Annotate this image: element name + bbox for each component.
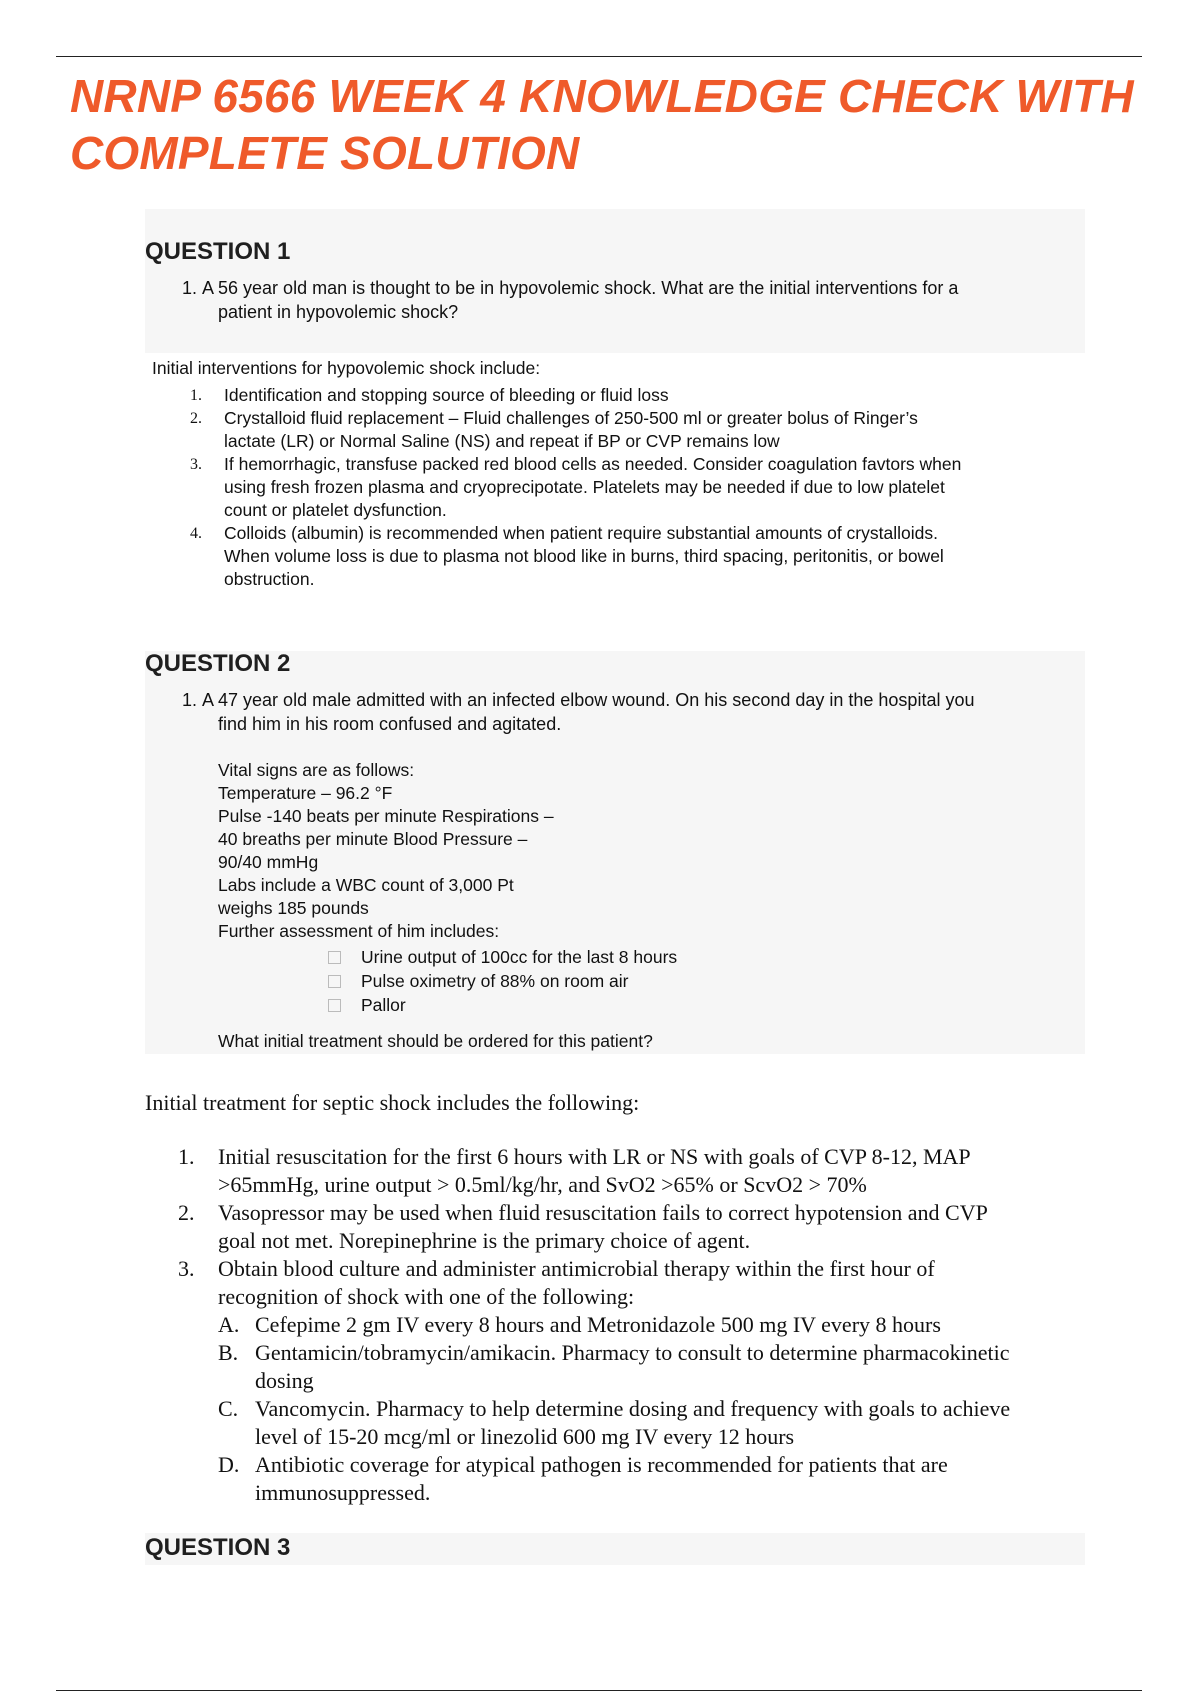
antibiotic-option-line: dosing (255, 1368, 314, 1393)
answer-1-item-number: 4. (190, 525, 202, 542)
answer-1-item-line: using fresh frozen plasma and cryoprecipotate. Platelets may be needed if due to low platelet (224, 477, 945, 497)
vital-sign-line: Pulse -140 beats per minute Respirations – (218, 806, 554, 826)
answer-1-intro: Initial interventions for hypovolemic shock include: (152, 358, 541, 378)
answer-2-item-number: 1. (178, 1144, 195, 1169)
finding-text: Pallor (361, 995, 406, 1015)
antibiotic-option (218, 1311, 1096, 1339)
question-2-prompt: What initial treatment should be ordered for this patient? (218, 1031, 653, 1051)
answer-1-item-line: When volume loss is due to plasma not blood like in burns, third spacing, peritonitis, or bowel (224, 546, 944, 566)
antibiotic-option-letter: B. (218, 1340, 239, 1365)
question-1-text (182, 276, 1062, 324)
answer-2-item (176, 1255, 1096, 1507)
antibiotic-option-line: Gentamicin/tobramycin/amikacin. Pharmacy to consult to determine pharmacokinetic (255, 1340, 1010, 1365)
answer-1-item (176, 453, 1096, 522)
question-1-line-1: A 56 year old man is thought to be in hypovolemic shock. What are the initial interventions for a (202, 278, 959, 298)
checkbox-bullet-icon (328, 951, 341, 964)
document-title (70, 68, 1195, 182)
answer-1-item-line: Identification and stopping source of bleeding or fluid loss (224, 385, 669, 405)
checkbox-bullet-icon (328, 999, 341, 1012)
answer-2-item-line: Initial resuscitation for the first 6 hours with LR or NS with goals of CVP 8-12, MAP (218, 1144, 971, 1169)
finding-item (328, 993, 677, 1017)
antibiotic-option (218, 1451, 1096, 1507)
question-2-number: 1. (182, 690, 198, 710)
assessment-findings (328, 945, 677, 1017)
question-1-line-2: patient in hypovolemic shock? (218, 302, 459, 322)
finding-text: Urine output of 100cc for the last 8 hours (361, 947, 678, 967)
antibiotic-option-letter: A. (218, 1312, 240, 1337)
answer-1-item-line: lactate (LR) or Normal Saline (NS) and repeat if BP or CVP remains low (224, 431, 780, 451)
answer-2-item-line: Obtain blood culture and administer antimicrobial therapy within the first hour of (218, 1256, 935, 1281)
vital-sign-line: weighs 185 pounds (218, 898, 369, 918)
question-3-heading: QUESTION 3 (145, 1534, 291, 1561)
question-2-text (182, 688, 1082, 736)
antibiotic-option-line: level of 15-20 mcg/ml or linezolid 600 mg IV every 12 hours (255, 1424, 795, 1449)
checkbox-bullet-icon (328, 975, 341, 988)
answer-2-item-line: goal not met. Norepinephrine is the primary choice of agent. (218, 1228, 751, 1253)
antibiotic-option-line: Antibiotic coverage for atypical pathogen is recommended for patients that are (255, 1452, 948, 1477)
antibiotic-option-letter: C. (218, 1396, 239, 1421)
answer-1-item-number: 2. (190, 410, 202, 427)
antibiotic-option-line: Vancomycin. Pharmacy to help determine dosing and frequency with goals to achieve (255, 1396, 1011, 1421)
vital-sign-line: Labs include a WBC count of 3,000 Pt (218, 875, 514, 895)
answer-1-item (176, 407, 1096, 453)
vital-sign-line: 40 breaths per minute Blood Pressure – (218, 829, 528, 849)
vital-signs-block (218, 759, 554, 943)
answer-1-item-line: Colloids (albumin) is recommended when patient require substantial amounts of crystalloids. (224, 523, 938, 543)
vital-sign-line: Temperature – 96.2 °F (218, 783, 393, 803)
answer-1-item-line: Crystalloid fluid replacement – Fluid challenges of 250-500 ml or greater bolus of Ringer’s (224, 408, 918, 428)
vital-sign-line: Vital signs are as follows: (218, 760, 415, 780)
answer-2-item (176, 1199, 1096, 1255)
answer-1-item (176, 522, 1096, 591)
vital-sign-line: 90/40 mmHg (218, 852, 319, 872)
finding-text: Pulse oximetry of 88% on room air (361, 971, 629, 991)
finding-item (328, 945, 677, 969)
answer-1-item-number: 3. (190, 456, 202, 473)
answer-2-item-number: 2. (178, 1200, 195, 1225)
question-2-heading: QUESTION 2 (145, 650, 291, 677)
question-1-heading: QUESTION 1 (145, 238, 291, 265)
title-line-2: COMPLETE SOLUTION (70, 127, 580, 179)
vital-sign-line: Further assessment of him includes: (218, 921, 500, 941)
answer-2-intro: Initial treatment for septic shock includes the following: (145, 1090, 640, 1115)
answer-2-item-line: >65mmHg, urine output > 0.5ml/kg/hr, and SvO2 >65% or ScvO2 > 70% (218, 1172, 867, 1197)
question-1-number: 1. (182, 278, 198, 298)
answer-2-item-number: 3. (178, 1256, 195, 1281)
answer-2-item-line: Vasopressor may be used when fluid resuscitation fails to correct hypotension and CVP (218, 1200, 988, 1225)
answer-1-item-line: count or platelet dysfunction. (224, 500, 447, 520)
antibiotic-option-letter: D. (218, 1452, 240, 1477)
question-2-line-1: A 47 year old male admitted with an infected elbow wound. On his second day in the hospital you (202, 690, 975, 710)
finding-item (328, 969, 677, 993)
antibiotic-option-line: immunosuppressed. (255, 1480, 431, 1505)
answer-2-item-line: recognition of shock with one of the following: (218, 1284, 635, 1309)
answer-1-item-line: obstruction. (224, 569, 315, 589)
answer-1-item-line: If hemorrhagic, transfuse packed red blood cells as needed. Consider coagulation favtors when (224, 454, 962, 474)
antibiotic-option (218, 1339, 1096, 1395)
antibiotic-options-list (218, 1311, 1096, 1507)
antibiotic-option-line: Cefepime 2 gm IV every 8 hours and Metronidazole 500 mg IV every 8 hours (255, 1312, 941, 1337)
answer-1-item-number: 1. (190, 387, 202, 404)
answer-2-item (176, 1143, 1096, 1199)
answer-1-item (176, 384, 1096, 407)
answer-1-list (176, 384, 1096, 591)
answer-2-list (176, 1143, 1096, 1507)
top-rule (56, 56, 1142, 57)
question-2-line-2: find him in his room confused and agitated. (218, 714, 562, 734)
title-line-1: NRNP 6566 WEEK 4 KNOWLEDGE CHECK WITH (70, 70, 1134, 122)
antibiotic-option (218, 1395, 1096, 1451)
bottom-rule (56, 1690, 1142, 1691)
